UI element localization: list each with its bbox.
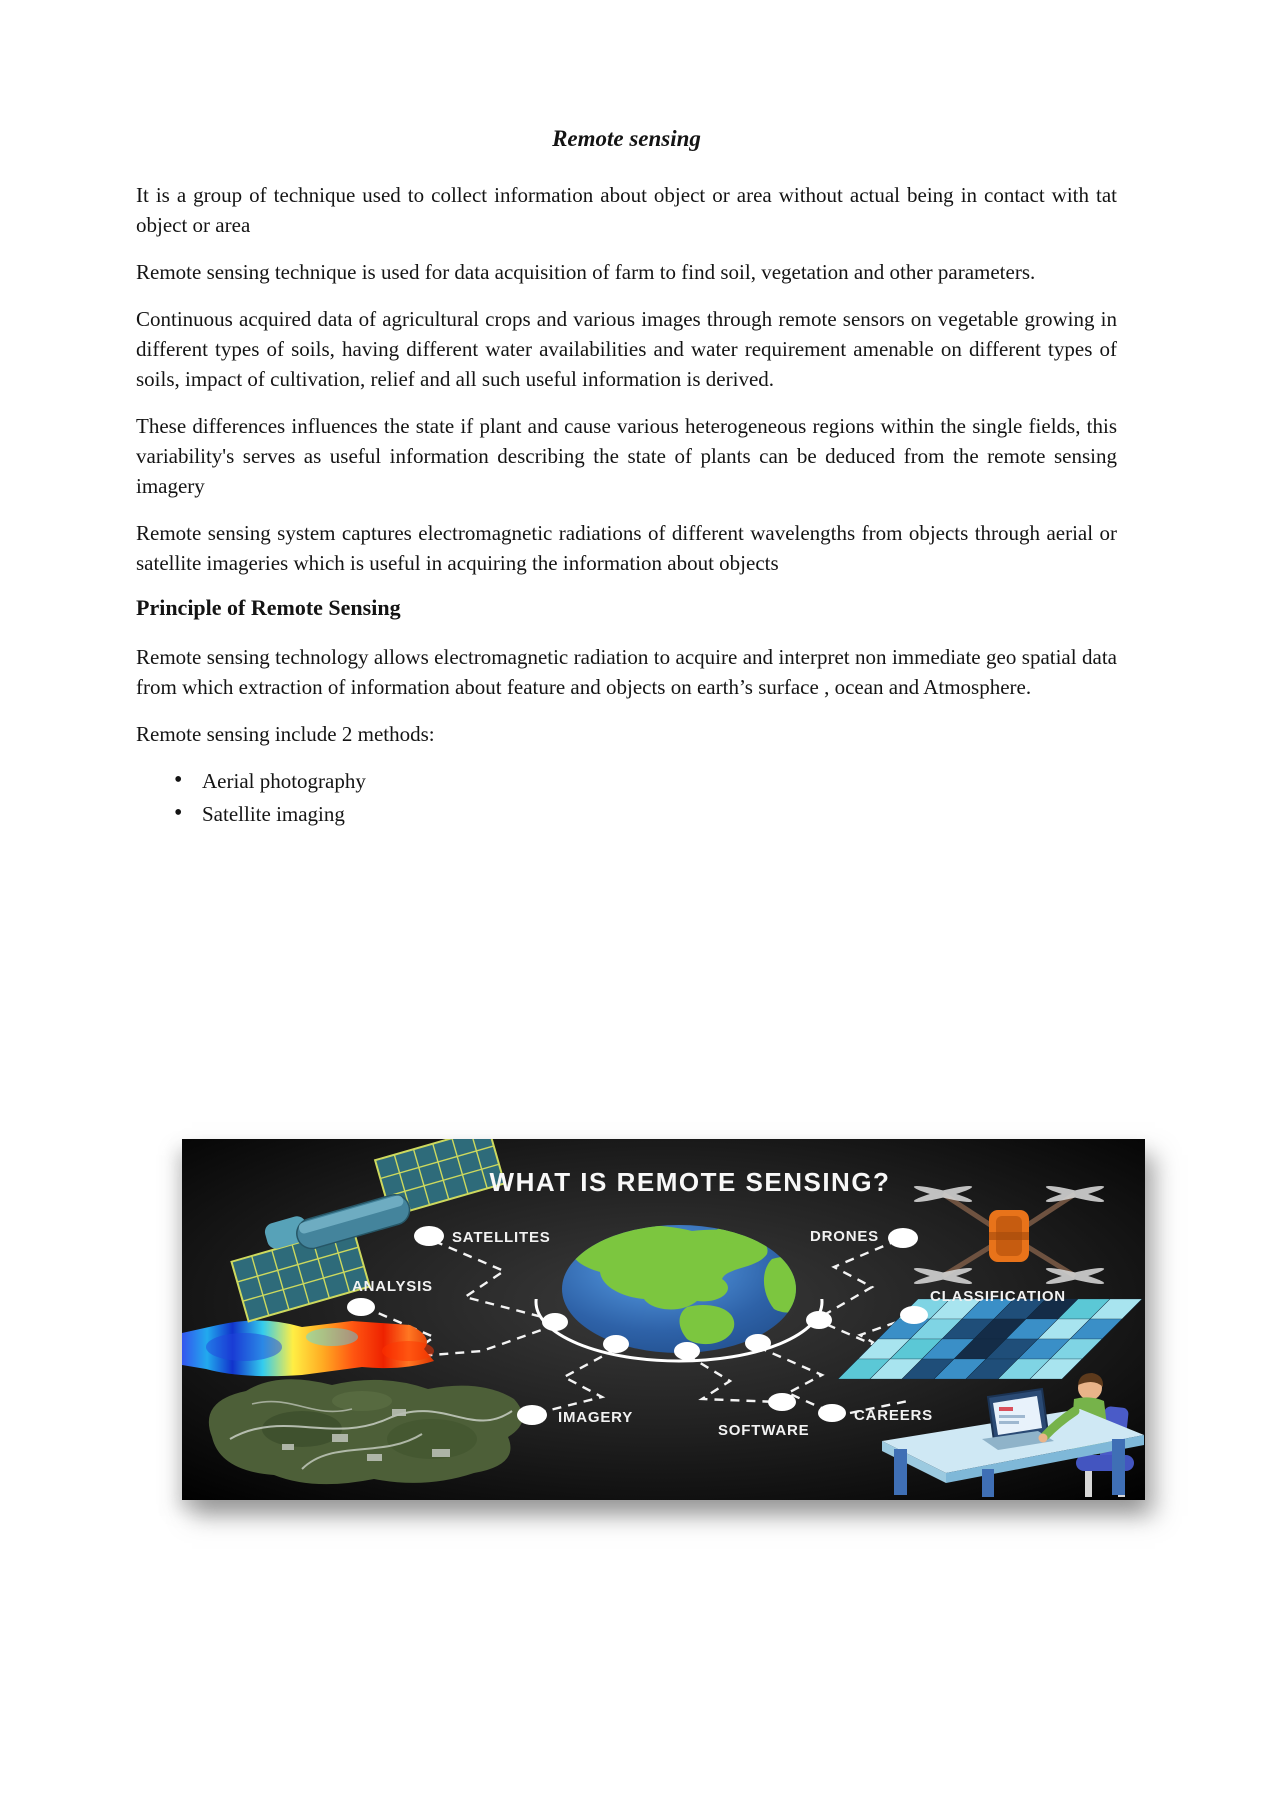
infographic-title: WHAT IS REMOTE SENSING? xyxy=(489,1167,891,1197)
drones-dot xyxy=(888,1228,918,1248)
software-dot xyxy=(768,1393,796,1411)
list-item-satellite-imaging: • Satellite imaging xyxy=(174,798,1117,831)
methods-intro: Remote sensing include 2 methods: xyxy=(136,722,435,746)
software-label: SOFTWARE xyxy=(718,1422,810,1439)
paragraph-2: Remote sensing technique is used for data acquisition of farm to find soil, vegetation and other parameters. xyxy=(136,260,1036,284)
node-imagery xyxy=(517,1405,633,1426)
page-title: Remote sensing xyxy=(552,126,701,151)
analysis-label: ANALYSIS xyxy=(352,1278,433,1295)
node-careers xyxy=(818,1404,933,1424)
imagery-label: IMAGERY xyxy=(558,1409,634,1426)
principle-paragraph: Remote sensing technology allows electromagnetic radiation to acquire and interpret non immediate geo spatial data from which extraction of information about feature and objects on earth’s surface , ocean and Atmosphere. xyxy=(136,645,1117,699)
section-heading: Principle of Remote Sensing xyxy=(136,595,401,620)
imagery-dot xyxy=(517,1405,547,1425)
paragraph-5: Remote sensing system captures electromagnetic radiations of different wavelengths from objects through aerial or satellite imageries which is useful in acquiring the information about objects xyxy=(136,521,1117,575)
drones-label: DRONES xyxy=(810,1228,879,1245)
satellites-dot xyxy=(414,1226,444,1246)
paragraph-1: It is a group of technique used to collect information about object or area without actual being in contact with tat object or area xyxy=(136,183,1117,237)
methods-list xyxy=(174,765,1117,831)
aerial-map-illustration xyxy=(209,1379,523,1484)
classification-dot xyxy=(900,1306,928,1324)
paragraph-3: Continuous acquired data of agricultural crops and various images through remote sensors on vegetable growing in different types of soils, having different water availabilities and water requirement amenable on different types of soils, impact of cultivation, relief and all such useful information is derived. xyxy=(136,307,1117,391)
careers-label: CAREERS xyxy=(854,1407,933,1424)
node-satellites xyxy=(414,1226,551,1246)
list-item-aerial-photography: • Aerial photography xyxy=(174,765,1117,798)
careers-dot xyxy=(818,1404,846,1422)
paragraph-4: These differences influences the state if plant and cause various heterogeneous regions within the single fields, this variability's serves as useful information describing the state of plants can be deduced from the remote sensing imagery xyxy=(136,414,1117,498)
satellites-label: SATELLITES xyxy=(452,1229,551,1246)
classification-label: CLASSIFICATION xyxy=(930,1288,1066,1305)
document-body xyxy=(136,126,1117,831)
remote-sensing-infographic xyxy=(182,1139,1145,1500)
analysis-dot xyxy=(347,1298,375,1316)
